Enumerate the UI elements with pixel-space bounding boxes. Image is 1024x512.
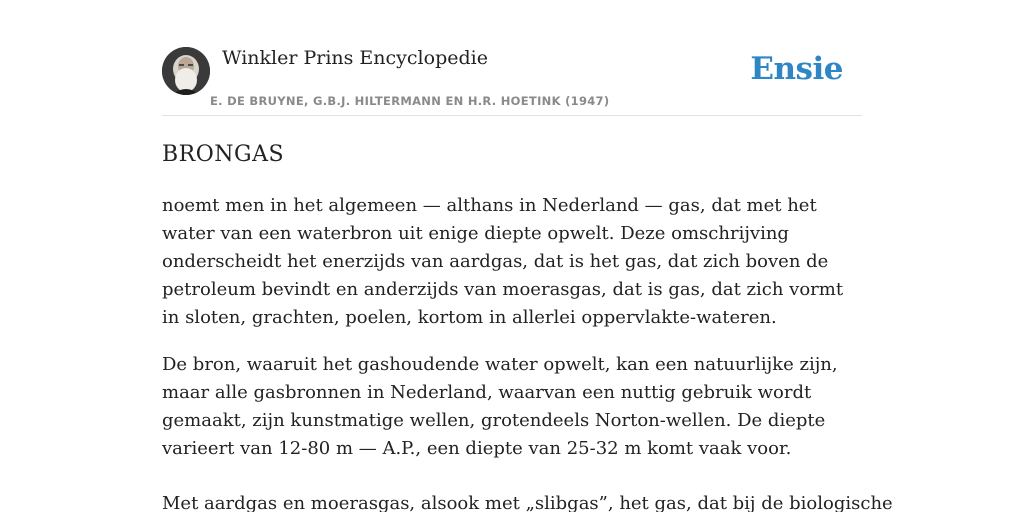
- page-container: [162, 0, 893, 512]
- authors-credit: E. DE BRUYNE, G.B.J. HILTERMANN EN H.R. HOETINK (1947): [210, 94, 610, 108]
- author-portrait-icon[interactable]: [162, 47, 210, 95]
- article-paragraph: noemt men in het algemeen — althans in Nederland — gas, dat met het water van een waterbron uit enige diepte opwelt. Deze omschrijving onderscheidt het enerzijds van aardgas, dat is het gas, dat zich boven de petroleum bevindt en anderzijds van moerasgas, dat is gas, dat zich vormt in sloten, grachten, poelen, kortom in allerlei oppervlakte-wateren.: [162, 195, 844, 328]
- site-header: [162, 0, 862, 116]
- entry-title: BRONGAS: [162, 142, 285, 167]
- site-title[interactable]: Winkler Prins Encyclopedie: [222, 47, 488, 69]
- article-paragraph: De bron, waaruit het gashoudende water opwelt, kan een natuurlijke zijn, maar alle gasbronnen in Nederland, waarvan een nuttig gebruik wordt gemaakt, zijn kunstmatige wellen, grotendeels Norton-wellen. De diepte varieert van 12-80 m — A.P., een diepte van 25-32 m komt vaak voor.: [162, 354, 838, 459]
- article-paragraph: Met aardgas en moerasgas, alsook met „slibgas”, het gas, dat bij de biologische: [162, 493, 893, 512]
- brand-logo[interactable]: Ensie: [750, 51, 843, 87]
